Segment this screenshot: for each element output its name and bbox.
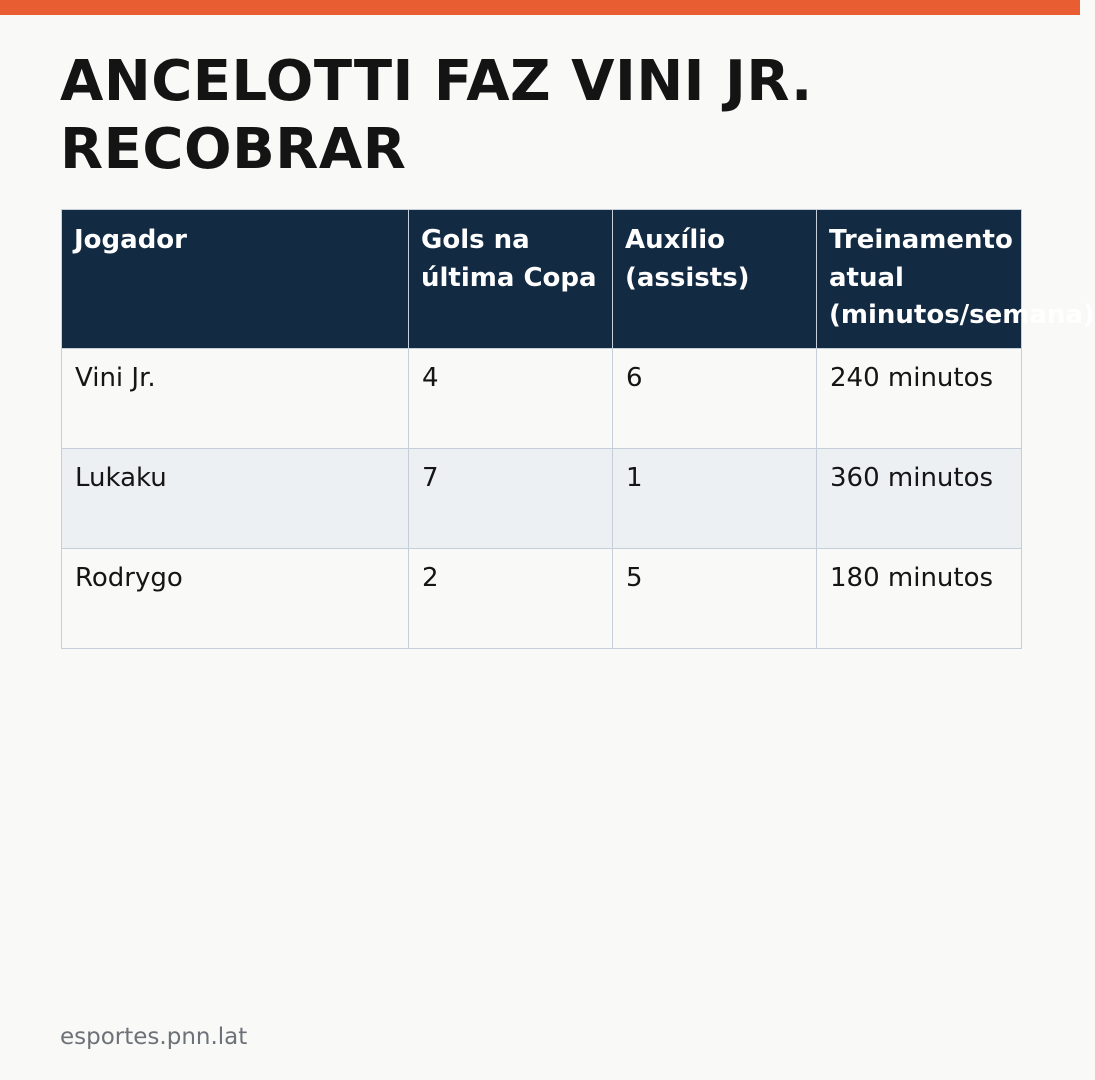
column-header-assists <box>613 210 817 349</box>
table-row <box>62 549 1022 649</box>
cell-player: Lukaku <box>62 449 409 549</box>
cell-assists: 5 <box>613 549 817 649</box>
table-row <box>62 449 1022 549</box>
column-header-goals <box>409 210 613 349</box>
table-row <box>62 349 1022 449</box>
accent-bar <box>0 0 1080 15</box>
cell-training: 180 minutos <box>817 549 1022 649</box>
headline: ANCELOTTI FAZ VINI JR. RECOBRAR <box>60 49 813 182</box>
table-header-row <box>62 210 1022 349</box>
column-header-label: Treinamento atual (minutos/semana) <box>829 225 1095 330</box>
cell-goals: 7 <box>409 449 613 549</box>
cell-training: 360 minutos <box>817 449 1022 549</box>
column-header-label: Auxílio (assists) <box>625 225 750 293</box>
column-header-label: Gols na última Copa <box>421 225 597 293</box>
stats-table <box>61 209 1095 649</box>
cell-goals: 4 <box>409 349 613 449</box>
column-header-training <box>817 210 1095 349</box>
column-header-player <box>62 210 409 349</box>
cell-assists: 6 <box>613 349 817 449</box>
cell-training: 240 minutos <box>817 349 1022 449</box>
cell-player: Rodrygo <box>62 549 409 649</box>
cell-goals: 2 <box>409 549 613 649</box>
column-header-label: Jogador <box>74 225 187 255</box>
cell-player: Vini Jr. <box>62 349 409 449</box>
source-credit: esportes.pnn.lat <box>60 1024 248 1050</box>
cell-assists: 1 <box>613 449 817 549</box>
